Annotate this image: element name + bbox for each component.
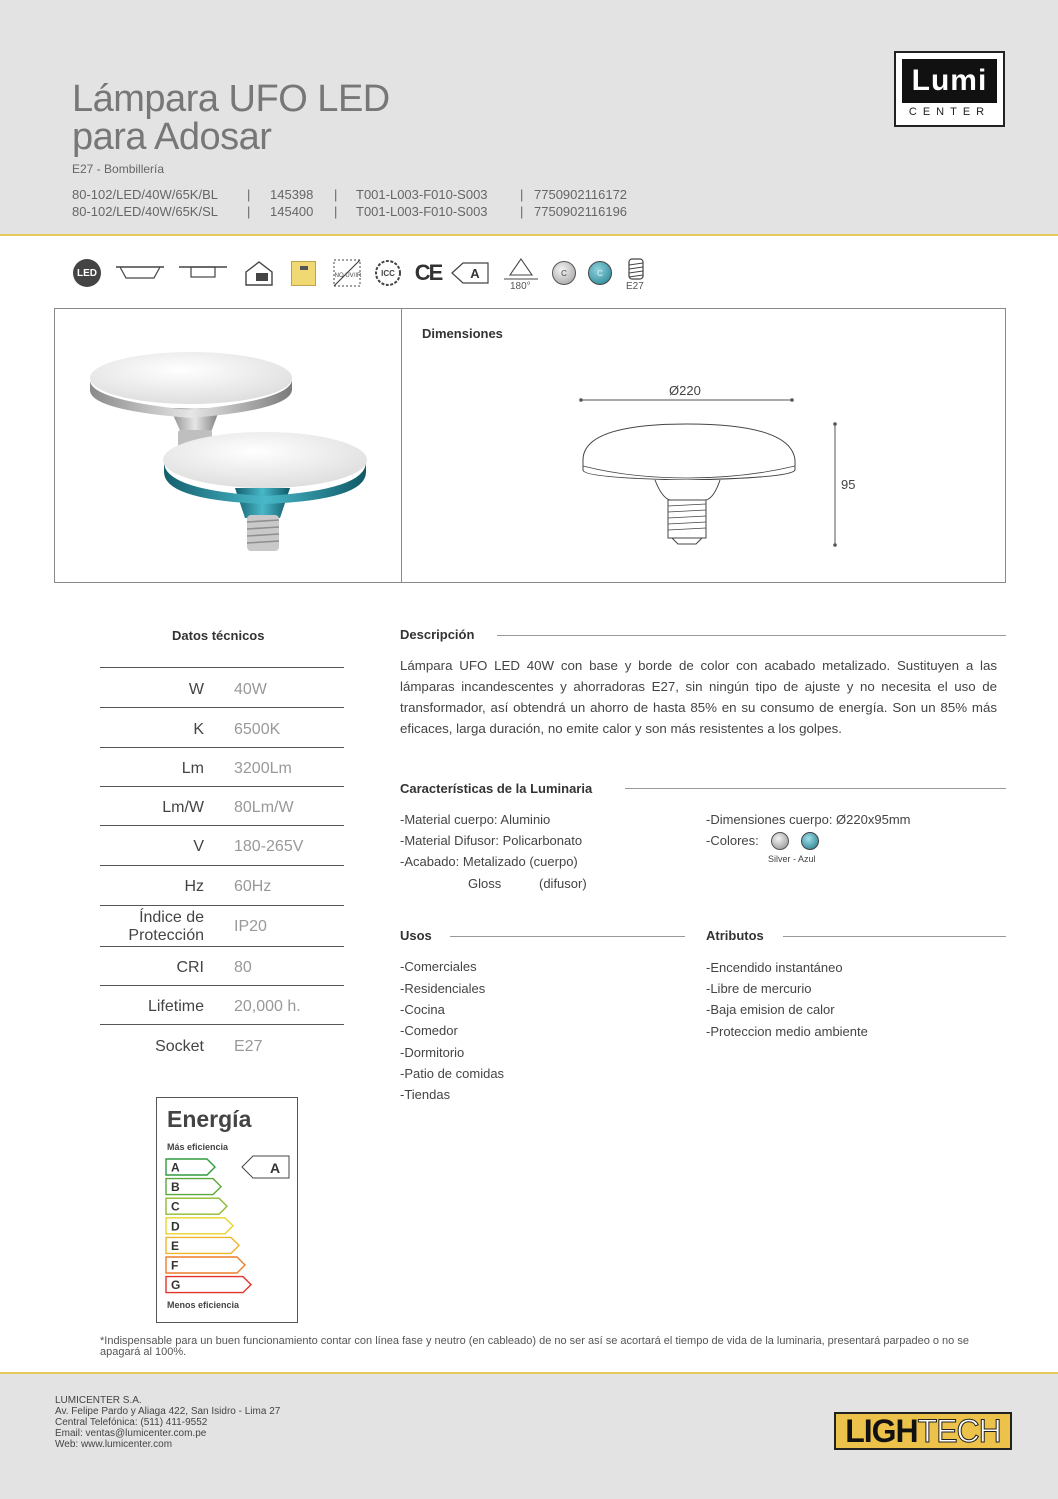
dimensions-label: Dimensiones — [422, 326, 503, 341]
divider — [497, 635, 1006, 636]
tech-row — [100, 946, 344, 986]
divider — [401, 308, 402, 583]
surface-mount-icon — [116, 258, 164, 288]
energy-class-f — [166, 1257, 245, 1273]
atributos-item: -Baja emision de calor — [706, 1002, 835, 1017]
tech-value: 6500K — [234, 721, 281, 738]
energy-label — [156, 1097, 298, 1323]
tech-value: 180-265V — [234, 838, 304, 855]
no-uv-ir-icon — [332, 258, 362, 288]
tech-key: W — [188, 681, 204, 698]
silver-swatch-icon — [771, 832, 789, 850]
separator: | — [247, 187, 251, 202]
socket-caption: E27 — [626, 281, 644, 292]
icc-icon — [374, 258, 402, 288]
usos-item: -Residenciales — [400, 981, 486, 996]
energy-class-letter: F — [171, 1258, 179, 1273]
svg-text:NO UV/IR: NO UV/IR — [334, 273, 362, 279]
feature-item: -Material Difusor: Policarbonato — [400, 833, 583, 848]
footer-web: Web: www.lumicenter.com — [55, 1439, 173, 1450]
energy-a-icon — [451, 258, 489, 288]
separator: | — [334, 204, 338, 219]
product-code: 80-102/LED/40W/65K/BL — [72, 187, 218, 202]
energy-class-letter: B — [171, 1180, 180, 1195]
installation-note: *Indispensable para un buen funcionamiento contar con línea fase y neutro (en cableado) de no ser así se acortará el tiempo de vida de la luminaria, presentará parpadeo o no se apagará al 100%. — [100, 1335, 969, 1358]
product-ean: 7750902116196 — [534, 204, 628, 219]
energy-class-letter: A — [171, 1160, 180, 1175]
blue-swatch-icon — [801, 832, 819, 850]
light-source-icon — [290, 258, 316, 288]
tech-key: CRI — [176, 959, 204, 976]
dimension-drawing — [570, 380, 870, 560]
tech-value: 80 — [234, 959, 252, 976]
tech-row — [100, 747, 344, 787]
tech-value: 20,000 h. — [234, 998, 301, 1015]
tech-value: IP20 — [234, 918, 267, 935]
led-icon: LED — [72, 258, 102, 288]
tech-value: E27 — [234, 1038, 263, 1055]
tech-key: K — [193, 721, 204, 738]
usos-item: -Comerciales — [400, 959, 477, 974]
separator: | — [247, 204, 251, 219]
description-label: Descripción — [400, 627, 475, 642]
ce-mark-icon: CE — [414, 260, 442, 285]
tech-row — [100, 707, 344, 748]
logo-main: Lumi — [902, 59, 997, 103]
separator: | — [520, 204, 524, 219]
blue-color-icon: C — [587, 258, 613, 288]
atributos-label: Atributos — [706, 928, 764, 943]
tech-value: 80Lm/W — [234, 799, 294, 816]
footer-company: LUMICENTER S.A. — [55, 1395, 142, 1406]
product-ean: 7750902116172 — [534, 187, 628, 202]
tech-row — [100, 985, 344, 1025]
tech-key: V — [193, 838, 204, 855]
tech-key: Socket — [155, 1038, 204, 1055]
beam-angle-icon — [504, 253, 538, 283]
silver-color-icon: C — [551, 258, 577, 288]
ceiling-mount-icon — [179, 258, 227, 288]
energy-title: Energía — [167, 1106, 252, 1132]
separator: | — [334, 187, 338, 202]
description-text: Lámpara UFO LED 40W con base y borde de color con acabado metalizado. Sustituyen a las lámparas incandescentes y ahorradoras E27, sin ningún tipo de ajuste y no necesita el uso de transformador, así obtendrá un ahorro de hasta 85% en su consumo de energía. Son un 85% más eficaces, larga duración, no emite calor y son más resistentes a los golpes. — [400, 658, 997, 736]
feature-item: (difusor) — [539, 876, 587, 891]
feature-item: -Acabado: Metalizado (cuerpo) — [400, 854, 578, 869]
tech-key: Lm/W — [162, 799, 204, 816]
energy-class-letter: G — [171, 1278, 181, 1293]
product-code: 80-102/LED/40W/65K/SL — [72, 204, 218, 219]
atributos-item: -Encendido instantáneo — [706, 960, 843, 975]
usos-item: -Tiendas — [400, 1087, 451, 1102]
product-photo — [60, 330, 390, 570]
tech-value: 3200Lm — [234, 760, 292, 777]
divider — [450, 936, 685, 937]
logo-sub: CENTER — [908, 106, 991, 118]
atributos-item: -Proteccion medio ambiente — [706, 1024, 868, 1039]
tech-row — [100, 1024, 344, 1065]
tech-row — [100, 905, 344, 947]
footer-email: Email: ventas@lumicenter.com.pe — [55, 1428, 207, 1439]
tech-key: Lifetime — [147, 998, 204, 1015]
page-subtitle: E27 - Bombillería — [72, 162, 165, 176]
energy-class-letter: D — [171, 1219, 180, 1234]
footer-address: Av. Felipe Pardo y Aliaga 422, San Isidro - Lima 27 — [55, 1406, 281, 1417]
energy-less-label: Menos eficiencia — [167, 1300, 240, 1310]
lumicenter-logo — [894, 51, 1005, 127]
indoor-icon — [242, 258, 276, 288]
product-ref: T001-L003-F010-S003 — [356, 187, 488, 202]
usos-item: -Dormitorio — [400, 1045, 465, 1060]
energy-class-a — [166, 1159, 215, 1175]
energy-class-e — [166, 1237, 239, 1253]
usos-label: Usos — [400, 928, 432, 943]
page-title: Lámpara UFO LED para Adosar — [72, 78, 390, 158]
brand-part: TECH — [917, 1413, 1001, 1449]
energy-class-d — [166, 1218, 233, 1234]
feature-item: Gloss — [468, 876, 502, 891]
features-label: Características de la Luminaria — [400, 781, 593, 796]
footer-phone: Central Telefónica: (511) 411-9552 — [55, 1417, 208, 1428]
tech-row — [100, 667, 344, 708]
tech-data-label: Datos técnicos — [172, 628, 265, 643]
colors-caption: Silver - Azul — [768, 854, 816, 864]
tech-value: 40W — [234, 681, 267, 698]
tech-key: Lm — [181, 760, 204, 777]
product-ref: T001-L003-F010-S003 — [356, 204, 488, 219]
energy-class-letter: E — [171, 1238, 180, 1253]
usos-item: -Comedor — [400, 1023, 458, 1038]
energy-class-b — [166, 1179, 221, 1195]
diameter-dimension: Ø220 — [669, 383, 701, 398]
energy-more-label: Más eficiencia — [167, 1142, 229, 1152]
product-id: 145400 — [270, 204, 314, 219]
svg-text:A: A — [269, 1160, 281, 1176]
feature-item: -Material cuerpo: Aluminio — [400, 812, 551, 827]
tech-key: Índice de Protección — [128, 909, 204, 944]
height-dimension: 95 — [841, 477, 856, 492]
svg-text:A: A — [470, 266, 480, 281]
beam-angle-caption: 180° — [510, 281, 531, 292]
tech-row — [100, 865, 344, 906]
separator: | — [520, 187, 524, 202]
feature-item: -Dimensiones cuerpo: Ø220x95mm — [706, 812, 911, 827]
energy-class-g — [166, 1277, 251, 1293]
tech-value: 60Hz — [234, 878, 272, 895]
product-id: 145398 — [270, 187, 314, 202]
usos-item: -Cocina — [400, 1002, 445, 1017]
feature-item: -Colores: — [706, 833, 759, 848]
divider — [783, 936, 1006, 937]
energy-class-letter: C — [171, 1199, 180, 1214]
tech-row — [100, 825, 344, 866]
energy-rating-arrow — [241, 1155, 291, 1179]
brand-part: LIGH — [845, 1413, 918, 1449]
svg-text:ICC: ICC — [381, 269, 395, 278]
tech-key: Hz — [184, 878, 204, 895]
tech-row — [100, 786, 344, 826]
usos-item: -Patio de comidas — [400, 1066, 505, 1081]
lightech-logo — [834, 1412, 1012, 1450]
divider — [625, 788, 1006, 789]
energy-class-c — [166, 1198, 227, 1214]
atributos-item: -Libre de mercurio — [706, 981, 812, 996]
